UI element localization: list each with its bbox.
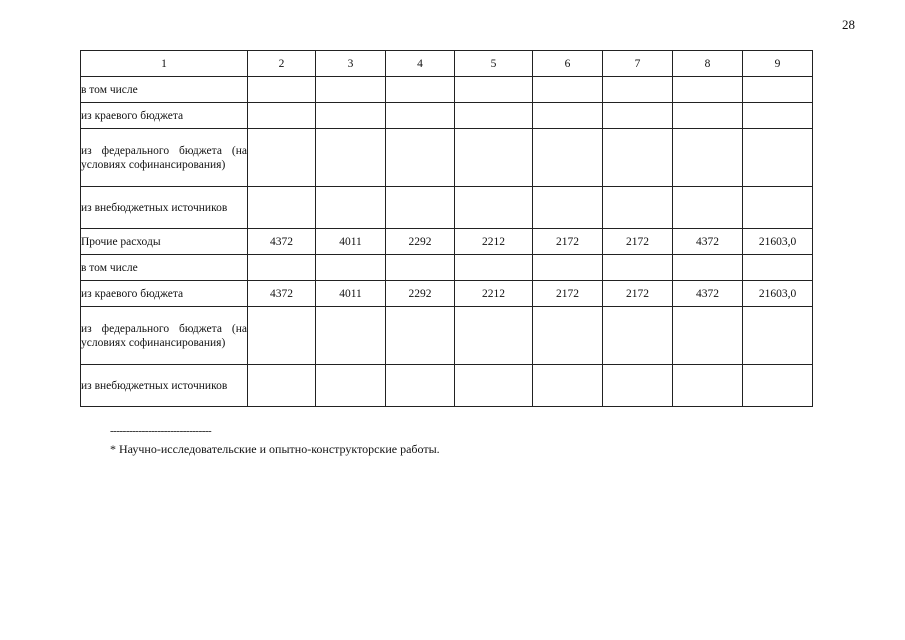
value-cell xyxy=(603,365,673,407)
value-cell xyxy=(386,187,455,229)
value-cell: 2172 xyxy=(533,229,603,255)
value-cell xyxy=(248,307,316,365)
row-label: из федерального бюджета (на условиях софинансирования) xyxy=(81,307,248,365)
page-number: 28 xyxy=(842,17,855,32)
header-cell: 9 xyxy=(743,51,813,77)
value-cell xyxy=(533,77,603,103)
value-cell xyxy=(533,187,603,229)
value-cell xyxy=(533,365,603,407)
value-cell xyxy=(603,255,673,281)
row-label: в том числе xyxy=(81,77,248,103)
row-label: из краевого бюджета xyxy=(81,103,248,129)
value-cell xyxy=(248,103,316,129)
value-cell xyxy=(455,307,533,365)
value-cell xyxy=(316,255,386,281)
value-cell xyxy=(743,187,813,229)
value-cell xyxy=(248,365,316,407)
value-cell xyxy=(248,77,316,103)
value-cell xyxy=(673,77,743,103)
value-cell xyxy=(386,307,455,365)
value-cell xyxy=(673,307,743,365)
header-cell: 6 xyxy=(533,51,603,77)
header-cell: 1 xyxy=(81,51,248,77)
value-cell: 4011 xyxy=(316,229,386,255)
value-cell xyxy=(455,187,533,229)
value-cell: 2172 xyxy=(603,281,673,307)
value-cell xyxy=(533,307,603,365)
value-cell: 4011 xyxy=(316,281,386,307)
value-cell xyxy=(386,77,455,103)
value-cell: 2212 xyxy=(455,229,533,255)
footnote-text: * Научно-исследовательские и опытно-конструкторские работы. xyxy=(110,442,440,456)
value-cell: 2292 xyxy=(386,281,455,307)
value-cell xyxy=(743,103,813,129)
value-cell xyxy=(386,255,455,281)
value-cell: 2292 xyxy=(386,229,455,255)
value-cell xyxy=(248,129,316,187)
value-cell xyxy=(603,77,673,103)
table-row xyxy=(81,281,813,307)
table-row xyxy=(81,129,813,187)
value-cell xyxy=(386,365,455,407)
value-cell xyxy=(743,365,813,407)
table-row xyxy=(81,365,813,407)
row-label: из краевого бюджета xyxy=(81,281,248,307)
value-cell xyxy=(248,255,316,281)
table-row xyxy=(81,103,813,129)
value-cell xyxy=(603,103,673,129)
value-cell xyxy=(455,77,533,103)
table-row xyxy=(81,229,813,255)
header-cell: 3 xyxy=(316,51,386,77)
value-cell xyxy=(455,129,533,187)
row-label: из внебюджетных источников xyxy=(81,187,248,229)
value-cell: 21603,0 xyxy=(743,229,813,255)
value-cell xyxy=(533,103,603,129)
header-cell: 2 xyxy=(248,51,316,77)
table-row xyxy=(81,77,813,103)
value-cell xyxy=(455,365,533,407)
footnote-divider: -------------------------------- xyxy=(110,425,212,437)
value-cell xyxy=(743,255,813,281)
table-row xyxy=(81,255,813,281)
value-cell xyxy=(316,365,386,407)
table-row xyxy=(81,307,813,365)
value-cell xyxy=(743,307,813,365)
value-cell: 21603,0 xyxy=(743,281,813,307)
value-cell: 4372 xyxy=(248,281,316,307)
value-cell xyxy=(386,129,455,187)
value-cell xyxy=(386,103,455,129)
value-cell: 4372 xyxy=(673,281,743,307)
value-cell xyxy=(673,255,743,281)
value-cell xyxy=(316,187,386,229)
value-cell xyxy=(316,307,386,365)
header-cell: 4 xyxy=(386,51,455,77)
row-label: в том числе xyxy=(81,255,248,281)
value-cell xyxy=(248,187,316,229)
header-cell: 5 xyxy=(455,51,533,77)
budget-table xyxy=(80,50,813,407)
value-cell xyxy=(533,255,603,281)
value-cell xyxy=(673,365,743,407)
header-row xyxy=(81,51,813,77)
table-row xyxy=(81,187,813,229)
header-cell: 8 xyxy=(673,51,743,77)
value-cell xyxy=(673,187,743,229)
row-label: из внебюджетных источников xyxy=(81,365,248,407)
value-cell xyxy=(455,103,533,129)
value-cell xyxy=(673,129,743,187)
value-cell xyxy=(673,103,743,129)
value-cell: 4372 xyxy=(673,229,743,255)
value-cell: 2172 xyxy=(603,229,673,255)
value-cell xyxy=(743,129,813,187)
header-cell: 7 xyxy=(603,51,673,77)
row-label: из федерального бюджета (на условиях софинансирования) xyxy=(81,129,248,187)
value-cell: 4372 xyxy=(248,229,316,255)
value-cell xyxy=(316,129,386,187)
value-cell xyxy=(603,307,673,365)
value-cell xyxy=(603,187,673,229)
value-cell: 2212 xyxy=(455,281,533,307)
table-body xyxy=(81,77,813,407)
value-cell xyxy=(316,103,386,129)
row-label: Прочие расходы xyxy=(81,229,248,255)
value-cell xyxy=(533,129,603,187)
value-cell xyxy=(455,255,533,281)
value-cell xyxy=(316,77,386,103)
value-cell xyxy=(603,129,673,187)
value-cell: 2172 xyxy=(533,281,603,307)
value-cell xyxy=(743,77,813,103)
